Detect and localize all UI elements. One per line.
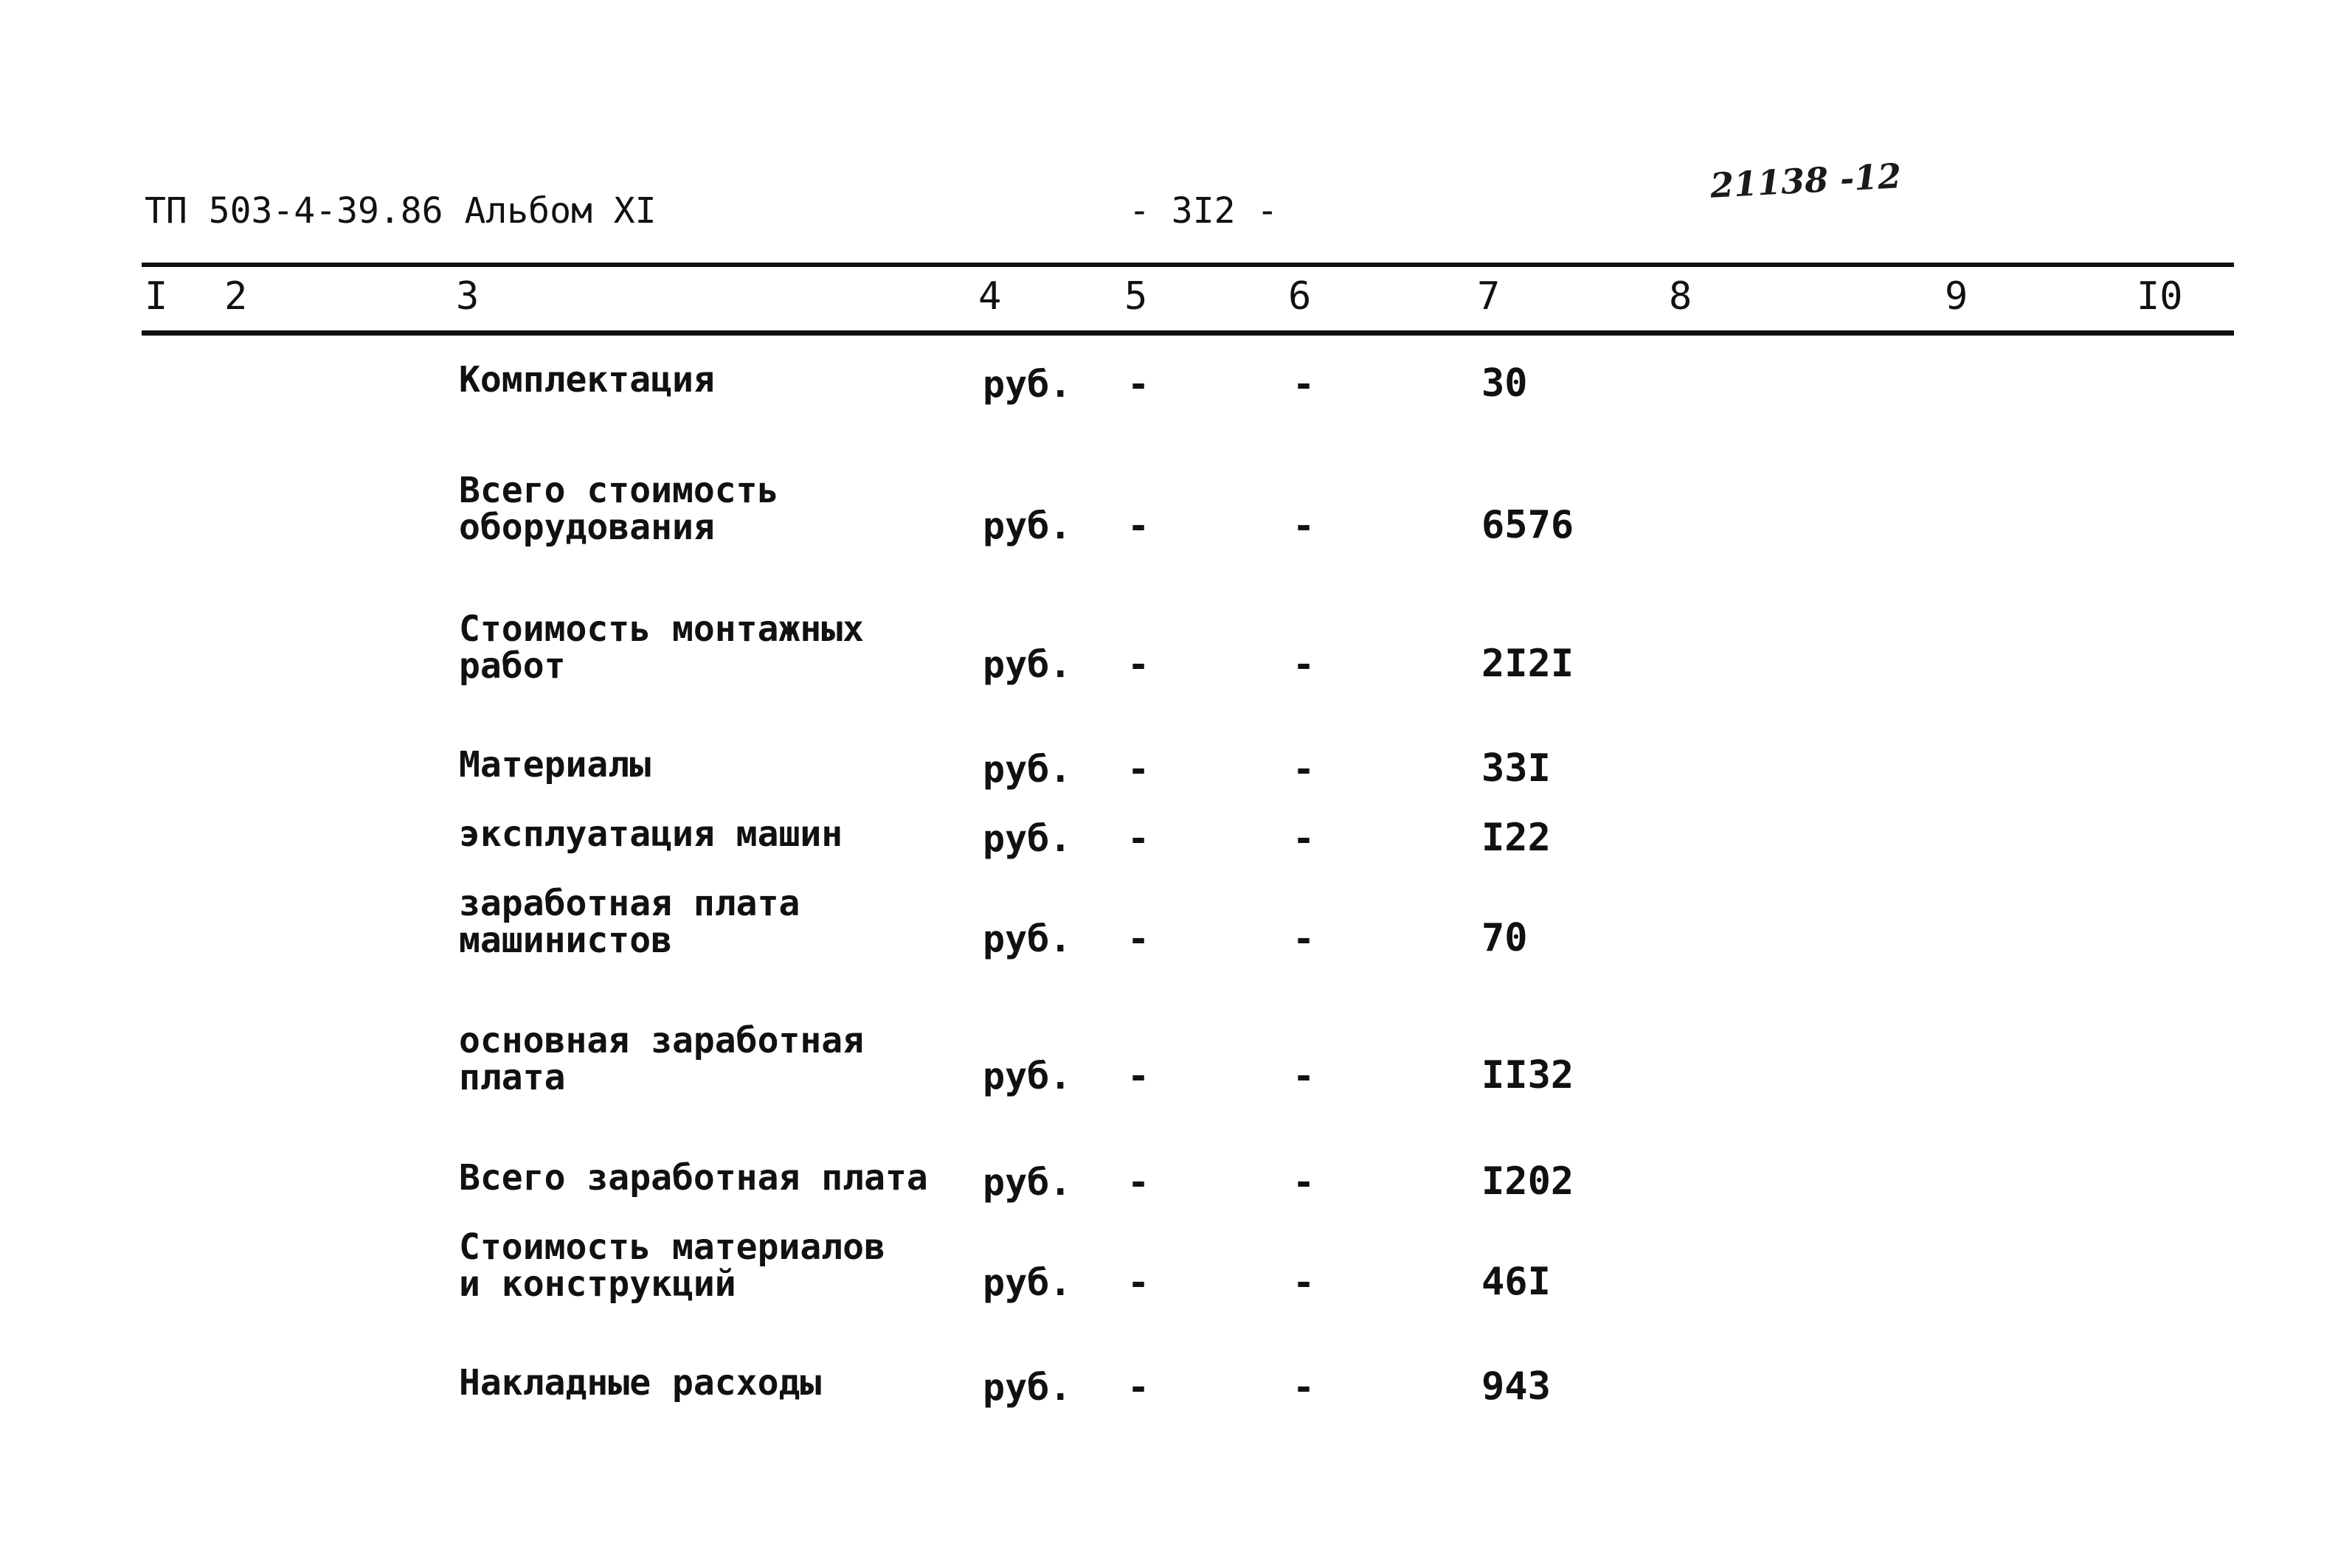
row-unit: руб. bbox=[983, 1161, 1072, 1204]
row-col5: - bbox=[1127, 748, 1150, 791]
row-description: Стоимость монтажных работ bbox=[459, 608, 865, 687]
row-unit: руб. bbox=[983, 643, 1072, 686]
row-col5: - bbox=[1127, 643, 1150, 686]
handwritten-inventory-number: 21138 -12 bbox=[1709, 156, 1903, 206]
row-description: заработная плата машинистов bbox=[459, 883, 800, 961]
row-value: 943 bbox=[1481, 1364, 1551, 1409]
row-unit: руб. bbox=[983, 504, 1072, 547]
column-number-3: 3 bbox=[456, 274, 480, 319]
column-number-7: 7 bbox=[1477, 274, 1501, 319]
column-number-6: 6 bbox=[1288, 274, 1312, 319]
row-description: Всего заработная плата bbox=[459, 1157, 928, 1198]
column-number-1: I bbox=[145, 274, 168, 319]
row-col6: - bbox=[1293, 1161, 1315, 1204]
row-col6: - bbox=[1293, 504, 1315, 547]
row-unit: руб. bbox=[983, 748, 1072, 791]
row-col6: - bbox=[1293, 1261, 1315, 1304]
row-description: Всего стоимость оборудования bbox=[459, 470, 779, 548]
row-col5: - bbox=[1127, 1161, 1150, 1204]
row-col5: - bbox=[1127, 917, 1150, 960]
document-reference: ТП 503-4-39.86 Альбом XI bbox=[145, 190, 657, 232]
row-unit: руб. bbox=[983, 817, 1072, 860]
row-value: 2I2I bbox=[1481, 642, 1574, 686]
row-col6: - bbox=[1293, 817, 1315, 860]
row-unit: руб. bbox=[983, 917, 1072, 960]
row-description: Накладные расходы bbox=[459, 1362, 822, 1404]
column-number-2: 2 bbox=[224, 274, 248, 319]
column-number-5: 5 bbox=[1124, 274, 1148, 319]
row-value: I202 bbox=[1481, 1159, 1574, 1204]
row-value: II32 bbox=[1481, 1053, 1574, 1097]
row-col6: - bbox=[1293, 748, 1315, 791]
row-value: 6576 bbox=[1481, 503, 1574, 547]
row-col6: - bbox=[1293, 1366, 1315, 1409]
row-unit: руб. bbox=[983, 363, 1072, 406]
row-value: 70 bbox=[1481, 916, 1528, 960]
row-value: 33I bbox=[1481, 746, 1551, 791]
row-value: 30 bbox=[1481, 361, 1528, 406]
row-unit: руб. bbox=[983, 1261, 1072, 1304]
row-unit: руб. bbox=[983, 1366, 1072, 1409]
column-number-8: 8 bbox=[1669, 274, 1692, 319]
row-value: 46I bbox=[1481, 1260, 1551, 1304]
row-description: эксплуатация машин bbox=[459, 814, 843, 855]
row-col5: - bbox=[1127, 363, 1150, 406]
column-number-4: 4 bbox=[978, 274, 1002, 319]
column-number-10: I0 bbox=[2137, 274, 2183, 319]
row-col6: - bbox=[1293, 643, 1315, 686]
row-col6: - bbox=[1293, 917, 1315, 960]
table-header-rule bbox=[142, 330, 2234, 336]
row-col5: - bbox=[1127, 817, 1150, 860]
column-number-9: 9 bbox=[1945, 274, 1968, 319]
row-col5: - bbox=[1127, 1055, 1150, 1097]
row-description: Комплектация bbox=[459, 359, 715, 400]
row-description: Материалы bbox=[459, 744, 651, 785]
row-description: Стоимость материалов и конструкций bbox=[459, 1227, 885, 1305]
row-value: I22 bbox=[1481, 816, 1551, 860]
row-col6: - bbox=[1293, 1055, 1315, 1097]
row-col6: - bbox=[1293, 363, 1315, 406]
row-col5: - bbox=[1127, 1261, 1150, 1304]
page-number: - 3I2 - bbox=[1129, 190, 1279, 232]
row-col5: - bbox=[1127, 504, 1150, 547]
row-description: основная заработная плата bbox=[459, 1020, 865, 1098]
table-top-rule bbox=[142, 263, 2234, 267]
row-unit: руб. bbox=[983, 1055, 1072, 1097]
row-col5: - bbox=[1127, 1366, 1150, 1409]
